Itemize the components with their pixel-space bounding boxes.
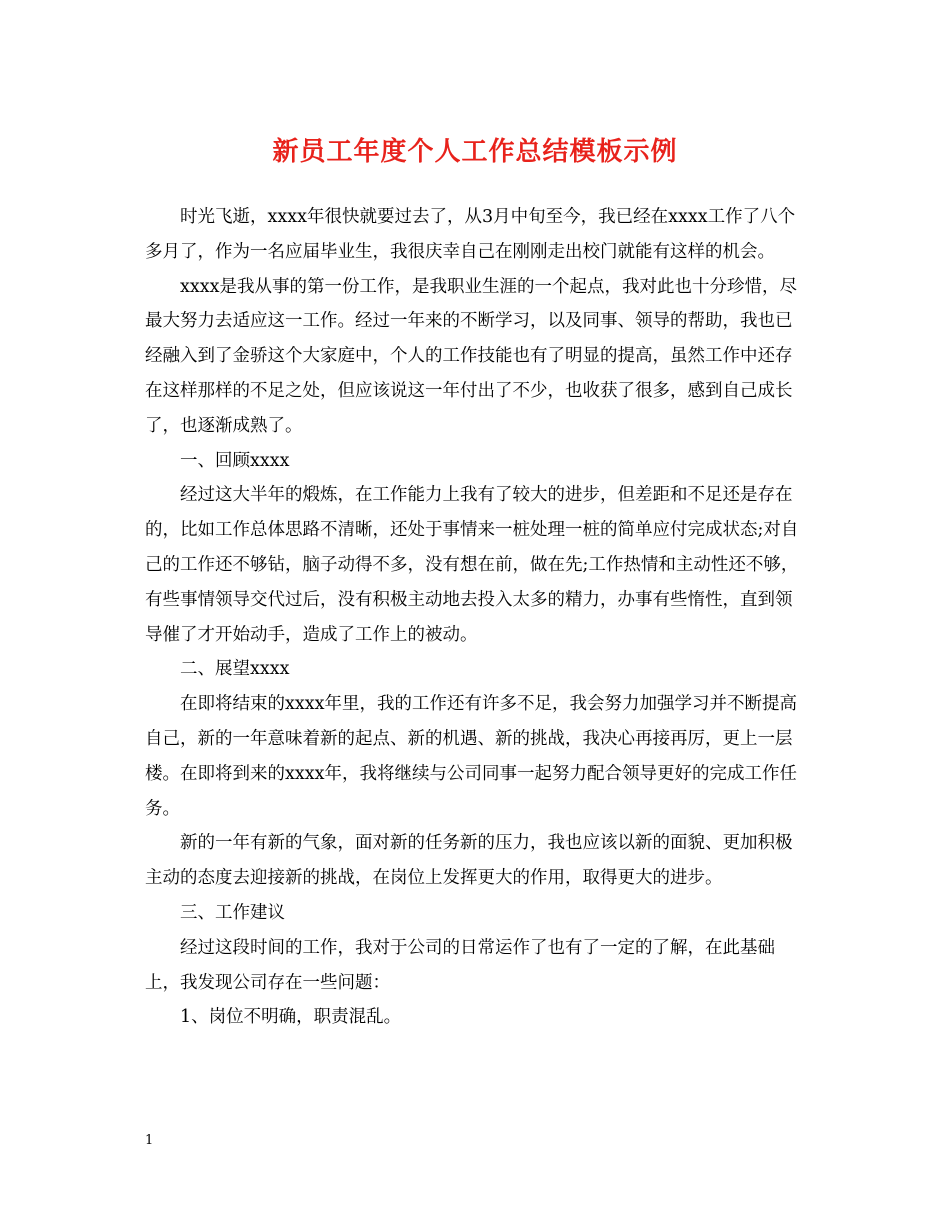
paragraph-suggestions: 经过这段时间的工作，我对于公司的日常运作了也有了一定的了解，在此基础上，我发现公司存在一些问题：	[145, 937, 775, 993]
paragraph-review: 经过这大半年的煅炼，在工作能力上我有了较大的进步，但差距和不足还是存在的，比如工作总体思路不清晰，还处于事情来一桩处理一桩的简单应付完成状态;对自己的工作还不够钻，脑子动得不多，没有想在前，做在先;工作热情和主动性还不够，有些事情领导交代过后，没有积极主动地去投入太多的精力，办事有些惰性，直到领导催了才开始动手，造成了工作上的被动。	[145, 485, 799, 645]
paragraph-outlook: 在即将结束的xxxx年里，我的工作还有许多不足，我会努力加强学习并不断提高自己，新的一年意味着新的起点、新的机遇、新的挑战，我决心再接再厉，更上一层楼。在即将到来的xxxx年，我将继续与公司同事一起努力配合领导更好的完成工作任务。	[145, 694, 797, 819]
list-item-1: 1、岗位不明确，职责混乱。	[180, 1007, 402, 1028]
document-title: 新员工年度个人工作总结模板示例	[272, 137, 678, 167]
document-body	[145, 200, 805, 1035]
paragraph-intro: 时光飞逝，xxxx年很快就要过去了，从3月中旬至今，我已经在xxxx工作了八个多月了，作为一名应届毕业生，我很庆幸自己在刚刚走出校门就能有这样的机会。	[145, 207, 796, 262]
section-heading-review: 一、回顾xxxx	[180, 450, 290, 471]
page-number: 1	[145, 1133, 154, 1148]
section-heading-outlook: 二、展望xxxx	[180, 659, 290, 680]
section-heading-suggestions: 三、工作建议	[180, 902, 285, 923]
paragraph-first-job: xxxx是我从事的第一份工作，是我职业生涯的一个起点，我对此也十分珍惜，尽最大努力去适应这一工作。经过一年来的不断学习，以及同事、领导的帮助，我也已经融入到了金骄这个大家庭中，个人的工作技能也有了明显的提高，虽然工作中还存在这样那样的不足之处，但应该说这一年付出了不少，也收获了很多，感到自己成长了，也逐渐成熟了。	[145, 276, 797, 436]
paragraph-new-year: 新的一年有新的气象，面对新的任务新的压力，我也应该以新的面貌、更加积极主动的态度去迎接新的挑战，在岗位上发挥更大的作用，取得更大的进步。	[145, 833, 793, 889]
